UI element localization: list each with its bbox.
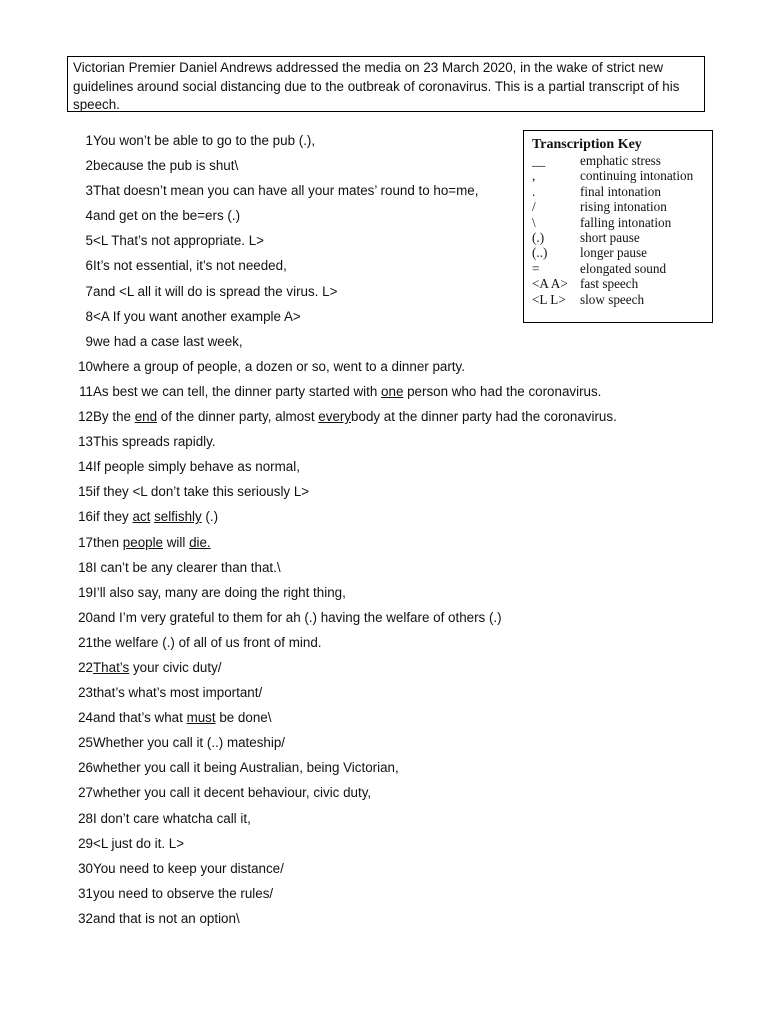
line-number: 28 xyxy=(78,810,93,826)
transcript-line xyxy=(60,655,720,680)
transcript-line xyxy=(60,780,720,805)
emphasized-word: end xyxy=(134,409,158,425)
text-segment: I’ll also say, many are doing the right thing, xyxy=(93,584,346,600)
text-segment: (.) xyxy=(201,509,219,525)
line-number: 14 xyxy=(78,459,93,475)
line-text xyxy=(93,780,371,805)
line-text xyxy=(93,856,284,881)
transcript-line xyxy=(60,203,720,228)
text-segment: be done\ xyxy=(215,710,272,726)
key-symbol: = xyxy=(532,260,540,276)
line-text xyxy=(93,530,211,555)
text-segment: the welfare (.) of all of us front of mind. xyxy=(93,634,322,650)
transcript-line xyxy=(60,253,720,278)
line-number: 9 xyxy=(85,333,93,349)
text-segment: body at the dinner party had the coronavirus. xyxy=(351,409,617,425)
line-text xyxy=(93,504,218,529)
line-number: 10 xyxy=(78,358,93,374)
transcript-line xyxy=(60,881,720,906)
line-number: 27 xyxy=(78,785,93,801)
line-text xyxy=(93,404,617,429)
line-text xyxy=(93,454,300,479)
line-text xyxy=(93,881,273,906)
key-description: falling intonation xyxy=(580,214,672,230)
line-number: 4 xyxy=(85,208,93,224)
line-text xyxy=(93,555,281,580)
text-segment: As best we can tell, the dinner party started with xyxy=(93,383,382,399)
line-text xyxy=(93,906,240,931)
transcript-line xyxy=(60,454,720,479)
key-symbol: (..) xyxy=(532,245,548,261)
text-segment: You need to keep your distance/ xyxy=(93,860,284,876)
transcript-line xyxy=(60,730,720,755)
line-text xyxy=(93,228,264,253)
key-symbol: \ xyxy=(532,214,536,230)
text-segment: that’s what’s most important/ xyxy=(93,685,263,701)
text-segment: will xyxy=(163,534,190,550)
transcript-line xyxy=(60,906,720,931)
key-description: fast speech xyxy=(580,276,639,292)
emphasized-word: people xyxy=(122,534,164,550)
transcript-line xyxy=(60,479,720,504)
key-symbol: <L L> xyxy=(532,291,566,307)
line-number: 3 xyxy=(85,183,93,199)
text-segment: and that’s what xyxy=(93,710,187,726)
line-number: 31 xyxy=(78,885,93,901)
line-text xyxy=(93,203,240,228)
line-text xyxy=(93,253,287,278)
text-segment: of the dinner party, almost xyxy=(157,409,319,425)
transcript xyxy=(60,128,720,931)
line-number: 30 xyxy=(78,860,93,876)
line-number: 6 xyxy=(85,258,93,274)
transcript-line xyxy=(60,530,720,555)
transcript-line xyxy=(60,429,720,454)
transcript-line xyxy=(60,630,720,655)
transcript-line xyxy=(60,755,720,780)
line-number: 8 xyxy=(85,308,93,324)
intro-box xyxy=(67,56,705,112)
text-segment: This spreads rapidly. xyxy=(93,434,216,450)
text-segment: That doesn’t mean you can have all your mates’ round to ho=me, xyxy=(93,183,479,199)
line-text xyxy=(93,178,478,203)
line-number: 23 xyxy=(78,685,93,701)
line-text xyxy=(93,329,243,354)
text-segment: By the xyxy=(93,409,135,425)
text-segment: if they <L don’t take this seriously L> xyxy=(93,484,310,500)
text-segment: I can’t be any clearer than that.\ xyxy=(93,559,281,575)
line-number: 12 xyxy=(78,409,93,425)
text-segment: because the pub is shut\ xyxy=(93,158,239,174)
key-description: short pause xyxy=(580,230,640,246)
key-symbol: __ xyxy=(532,153,546,168)
text-segment: your civic duty/ xyxy=(129,659,222,675)
text-segment: and I’m very grateful to them for ah (.) having the welfare of others (.) xyxy=(93,609,502,625)
text-segment: we had a case last week, xyxy=(93,333,243,349)
transcript-line xyxy=(60,555,720,580)
emphasized-word: every xyxy=(318,409,352,425)
emphasized-word: act xyxy=(132,509,151,525)
line-number: 20 xyxy=(78,609,93,625)
line-text xyxy=(93,806,251,831)
key-title: Transcription Key xyxy=(532,137,642,152)
line-text xyxy=(93,655,222,680)
line-text xyxy=(93,605,502,630)
text-segment: and that is not an option\ xyxy=(93,910,240,926)
transcript-line xyxy=(60,580,720,605)
text-segment: whether you call it decent behaviour, civic duty, xyxy=(93,785,372,801)
emphasized-word: die. xyxy=(189,534,211,550)
line-number: 26 xyxy=(78,760,93,776)
line-text xyxy=(93,730,285,755)
line-number: 13 xyxy=(78,434,93,450)
key-symbol: . xyxy=(532,183,536,199)
emphasized-word: selfishly xyxy=(154,509,202,525)
key-symbol: (.) xyxy=(532,230,545,246)
text-segment: you need to observe the rules/ xyxy=(93,885,274,901)
line-number: 24 xyxy=(78,710,93,726)
transcript-line xyxy=(60,128,720,153)
key-description: continuing intonation xyxy=(580,168,694,184)
line-number: 19 xyxy=(78,584,93,600)
line-number: 7 xyxy=(85,283,93,299)
key-symbol: , xyxy=(532,168,536,184)
line-number: 5 xyxy=(85,233,93,249)
text-segment: Whether you call it (..) mateship/ xyxy=(93,735,286,751)
line-text xyxy=(93,379,601,404)
text-segment: <L That’s not appropriate. L> xyxy=(93,233,264,249)
key-symbol: / xyxy=(532,199,536,215)
transcript-line xyxy=(60,680,720,705)
key-description: longer pause xyxy=(580,245,648,261)
text-segment: It’s not essential, it’s not needed, xyxy=(93,258,287,274)
line-text xyxy=(93,279,337,304)
text-segment: and <L all it will do is spread the virus. L> xyxy=(93,283,338,299)
emphasized-word: one xyxy=(381,383,404,399)
line-text xyxy=(93,479,309,504)
line-number: 2 xyxy=(85,158,93,174)
key-description: rising intonation xyxy=(580,199,667,215)
transcript-line xyxy=(60,856,720,881)
line-number: 16 xyxy=(78,509,93,525)
text-segment: <L just do it. L> xyxy=(93,835,185,851)
text-segment: whether you call it being Australian, being Victorian, xyxy=(93,760,399,776)
line-text xyxy=(93,128,315,153)
line-text xyxy=(93,580,346,605)
line-text xyxy=(93,630,321,655)
line-number: 29 xyxy=(78,835,93,851)
transcript-line xyxy=(60,178,720,203)
line-text xyxy=(93,304,301,329)
text-segment: If people simply behave as normal, xyxy=(93,459,300,475)
text-segment: person who had the coronavirus. xyxy=(403,383,602,399)
transcript-line xyxy=(60,831,720,856)
text-segment: I don’t care whatcha call it, xyxy=(93,810,251,826)
line-text xyxy=(93,354,465,379)
transcript-line xyxy=(60,705,720,730)
text-segment: if they xyxy=(93,509,133,525)
text-segment: then xyxy=(93,534,123,550)
key-description: slow speech xyxy=(580,291,645,307)
line-number: 21 xyxy=(78,634,93,650)
line-text xyxy=(93,680,262,705)
line-number: 1 xyxy=(85,133,93,148)
text-segment: You won’t be able to go to the pub (.), xyxy=(93,133,316,148)
transcript-line xyxy=(60,605,720,630)
line-text xyxy=(93,705,271,730)
line-text xyxy=(93,755,399,780)
line-number: 17 xyxy=(78,534,93,550)
key-description: emphatic stress xyxy=(580,153,661,168)
transcript-line xyxy=(60,279,720,304)
transcript-line xyxy=(60,153,720,178)
line-text xyxy=(93,153,238,178)
transcript-line xyxy=(60,304,720,329)
text-segment: and get on the be=ers (.) xyxy=(93,208,241,224)
text-segment: <A If you want another example A> xyxy=(93,308,301,324)
transcript-line xyxy=(60,504,720,529)
emphasized-word: must xyxy=(186,710,216,726)
emphasized-word: That’s xyxy=(93,659,130,675)
transcript-line xyxy=(60,404,720,429)
intro-text: Victorian Premier Daniel Andrews addressed the media on 23 March 2020, in the wake of strict new guidelines around social distancing due to the outbreak of coronavirus. This is a partial transcript of his speech. xyxy=(73,60,680,113)
line-number: 32 xyxy=(78,910,93,926)
line-number: 18 xyxy=(78,559,93,575)
line-number: 15 xyxy=(78,484,93,500)
key-description: final intonation xyxy=(580,183,661,199)
key-description: elongated sound xyxy=(580,260,667,276)
transcript-line xyxy=(60,329,720,354)
line-text xyxy=(93,429,216,454)
text-segment: where a group of people, a dozen or so, went to a dinner party. xyxy=(93,358,465,374)
transcript-line xyxy=(60,806,720,831)
transcript-line xyxy=(60,379,720,404)
line-number: 11 xyxy=(79,383,93,399)
transcript-line xyxy=(60,354,720,379)
transcript-line xyxy=(60,228,720,253)
line-text xyxy=(93,831,184,856)
line-number: 25 xyxy=(78,735,93,751)
line-number: 22 xyxy=(78,659,93,675)
key-symbol: <A A> xyxy=(532,276,568,292)
